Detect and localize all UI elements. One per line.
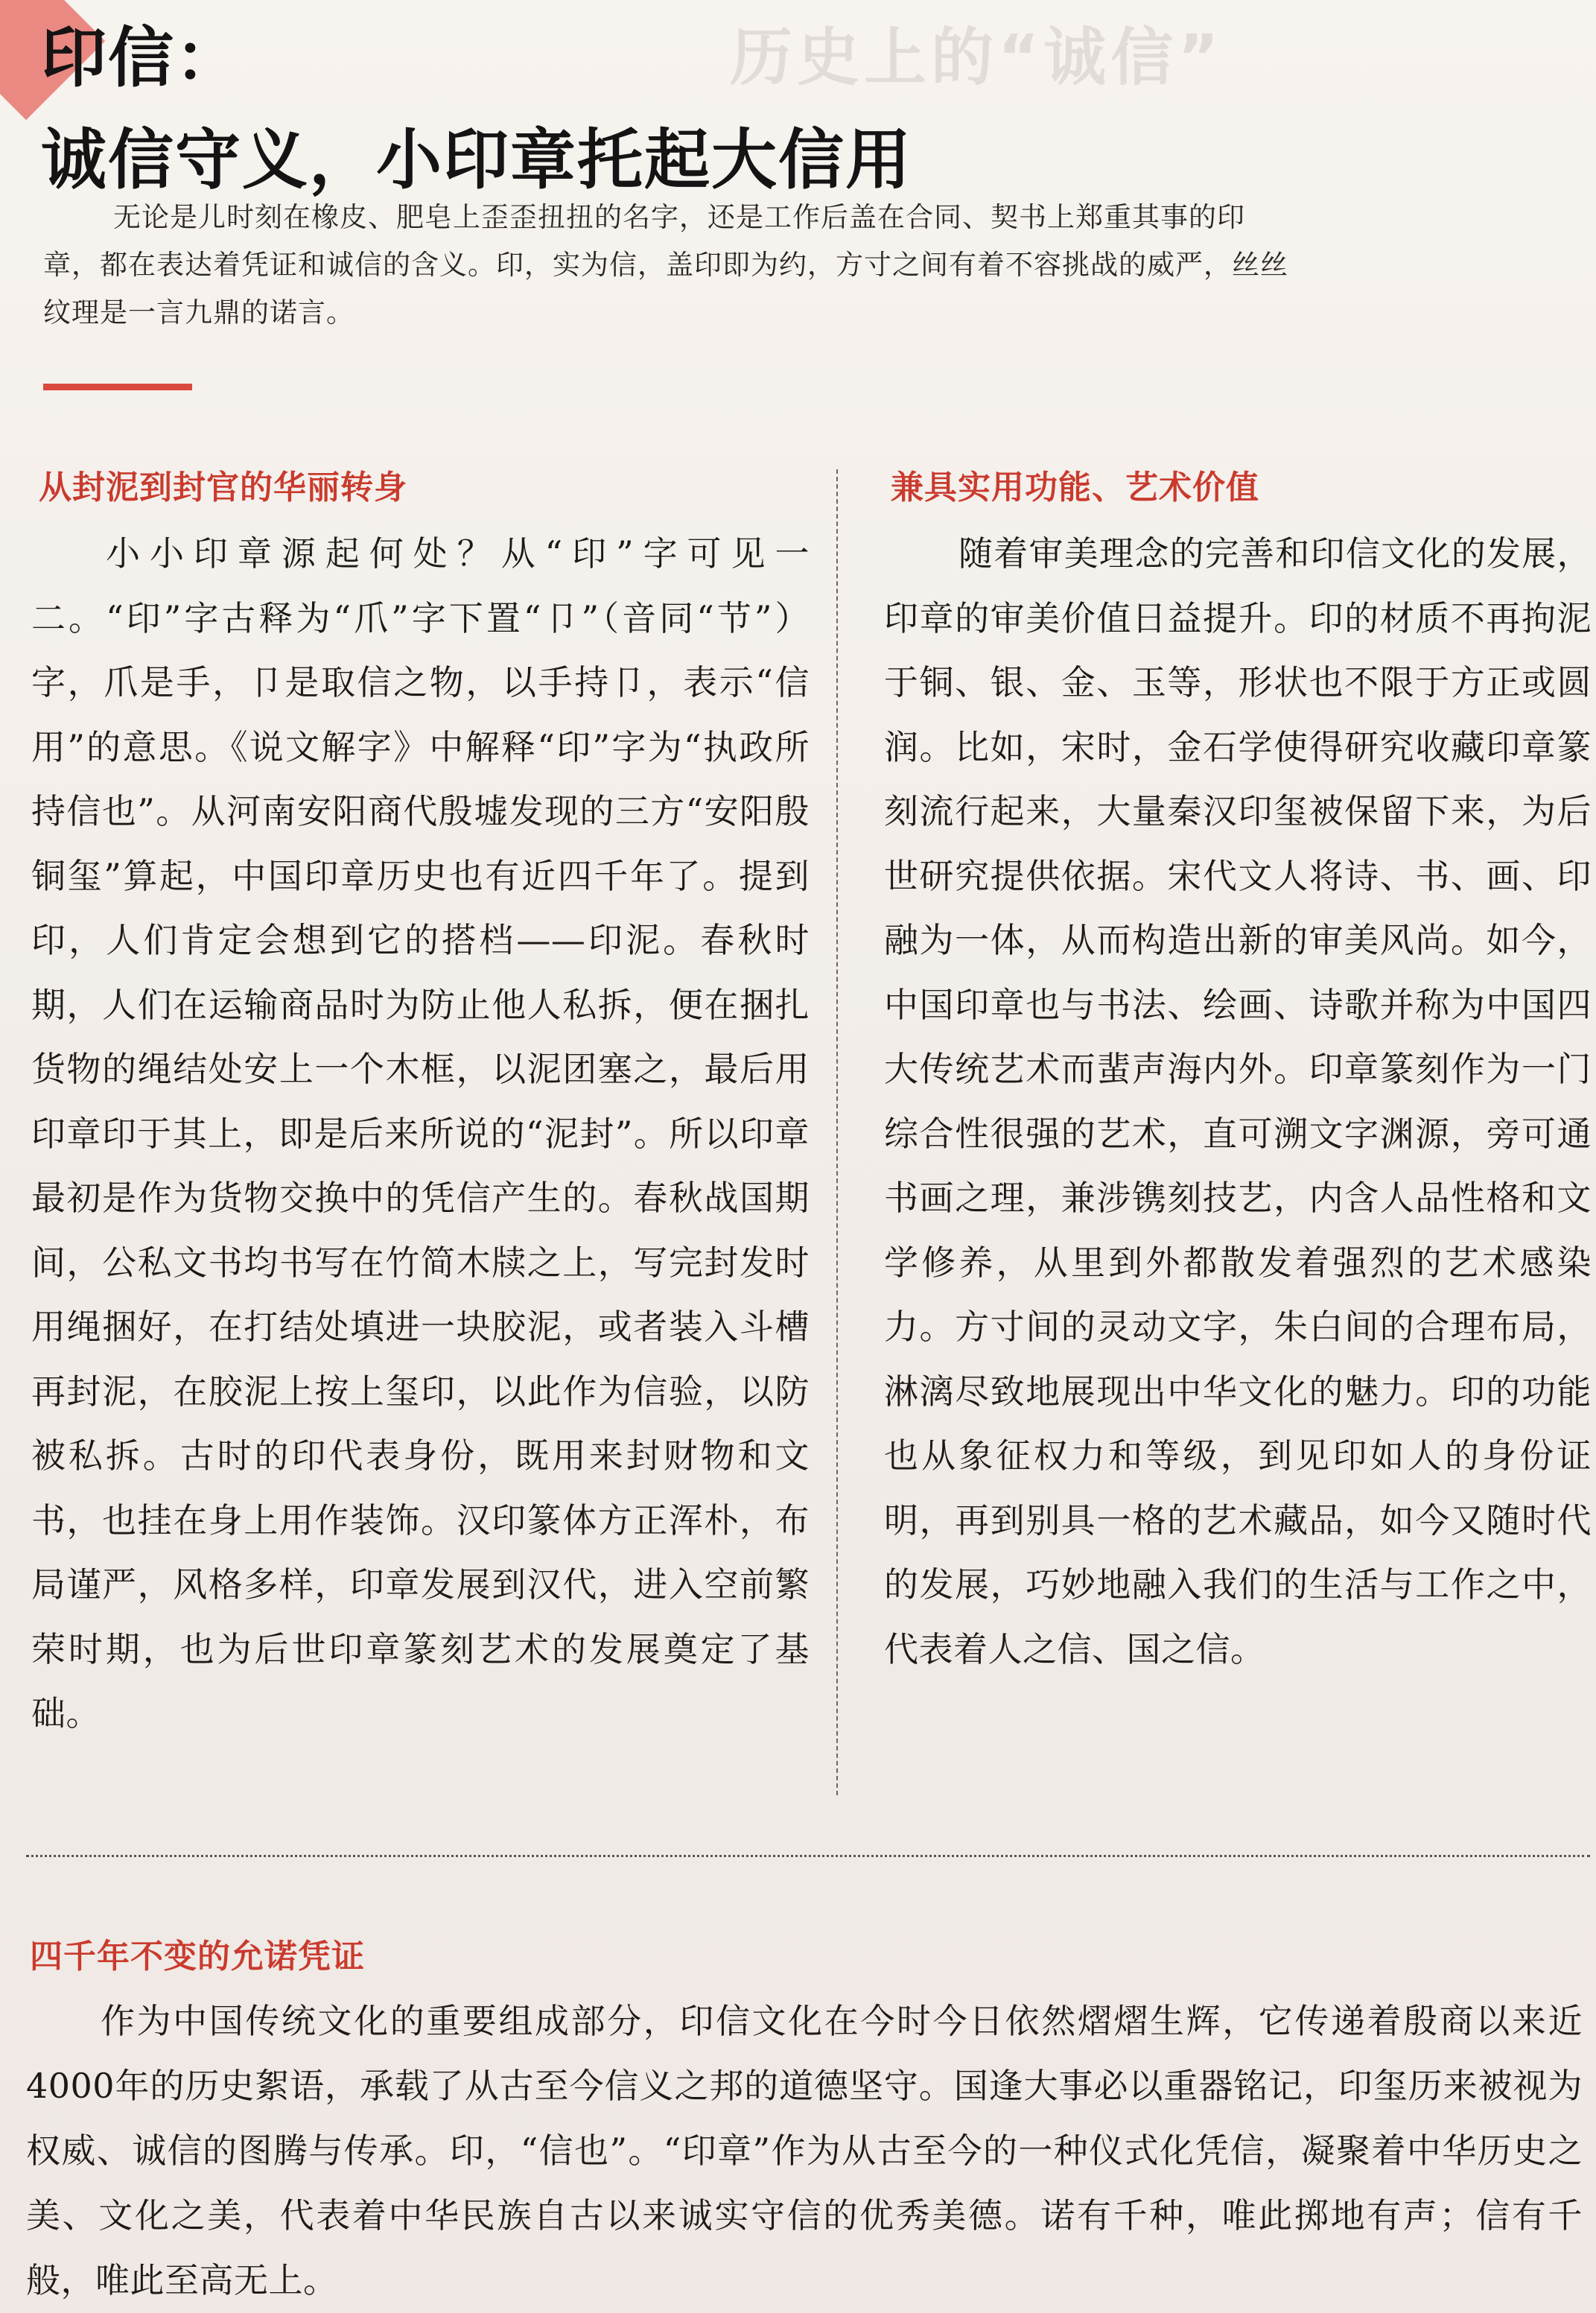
section-body-sealing-clay: 小小印章源起何处？从“印”字可见一二。“印”字古释为“爪”字下置“卩”（音同“节”）字，爪是手，卩是取信之物，以手持卩，表示“信用”的意思。《说文解字》中解释“印”字为“执政所持信也”。从河南安阳商代殷墟发现的三方“安阳殷铜玺”算起，中国印章历史也有近四千年了。提到印，人们肯定会想到它的搭档——印泥。春秋时期，人们在运输商品时为防止他人私拆，便在捆扎货物的绳结处安上一个木框，以泥团塞之，最后用印章印于其上，即是后来所说的“泥封”。所以印章最初是作为货物交换中的凭信产生的。春秋战国期间，公私文书均书写在竹简木牍之上，写完封发时用绳捆好，在打结处填进一块胶泥，或者装入斗槽再封泥，在胶泥上按上玺印，以此作为信验，以防被私拆。古时的印代表身份，既用来封财物和文书，也挂在身上用作装饰。汉印篆体方正浑朴，布局谨严，风格多样，印章发展到汉代，进入空前繁荣时期，也为后世印章篆刻艺术的发展奠定了基础。 <box>31 533 810 1733</box>
column-divider <box>836 469 838 1795</box>
bleed-through-heading: 历史上的“诚信” <box>730 21 1224 94</box>
section-body-promise: 作为中国传统文化的重要组成部分，印信文化在今时今日依然熠熠生辉，它传递着殷商以来近4000年的历史絮语，承载了从古至今信义之邦的道德坚守。国逢大事必以重器铭记，印玺历来被视为权威、诚信的图腾与传承。印，“信也”。“印章”作为从古至今的一种仪式化凭信，凝聚着中华历史之美、文化之美，代表着中华民族自古以来诚实守信的优秀美德。诺有千种，唯此掷地有声；信有千般，唯此至高无上。 <box>26 2001 1583 2300</box>
section-title-art-value: 兼具实用功能、艺术价值 <box>891 469 1259 507</box>
horizontal-divider <box>26 1855 1590 1857</box>
section-title-sealing-clay: 从封泥到封官的华丽转身 <box>39 469 407 507</box>
page-title-line-2: 诚信守义，小印章托起大信用 <box>41 121 913 198</box>
section-title-promise: 四千年不变的允诺凭证 <box>30 1938 365 1976</box>
page-title-line-1: 印信： <box>41 19 243 96</box>
section-body-art-value: 随着审美理念的完善和印信文化的发展，印章的审美价值日益提升。印的材质不再拘泥于铜、银、金、玉等，形状也不限于方正或圆润。比如，宋时，金石学使得研究收藏印章篆刻流行起来，大量秦汉印玺被保留下来，为后世研究提供依据。宋代文人将诗、书、画、印融为一体，从而构造出新的审美风尚。如今，中国印章也与书法、绘画、诗歌并称为中国四大传统艺术而蜚声海内外。印章篆刻作为一门综合性很强的艺术，直可溯文字渊源，旁可通书画之理，兼涉镌刻技艺，内含人品性格和文学修养，从里到外都散发着强烈的艺术感染力。方寸间的灵动文字，朱白间的合理布局，淋漓尽致地展现出中华文化的魅力。印的功能也从象征权力和等级，到见印如人的身份证明，再到别具一格的艺术藏品，如今又随时代的发展，巧妙地融入我们的生活与工作之中，代表着人之信、国之信。 <box>884 533 1592 1669</box>
title-underline-rule <box>43 384 192 390</box>
intro-paragraph: 无论是儿时刻在橡皮、肥皂上歪歪扭扭的名字，还是工作后盖在合同、契书上郑重其事的印章，都在表达着凭证和诚信的含义。印，实为信，盖印即为约，方寸之间有着不容挑战的威严，丝丝纹理是一言九鼎的诺言。 <box>43 201 1288 329</box>
